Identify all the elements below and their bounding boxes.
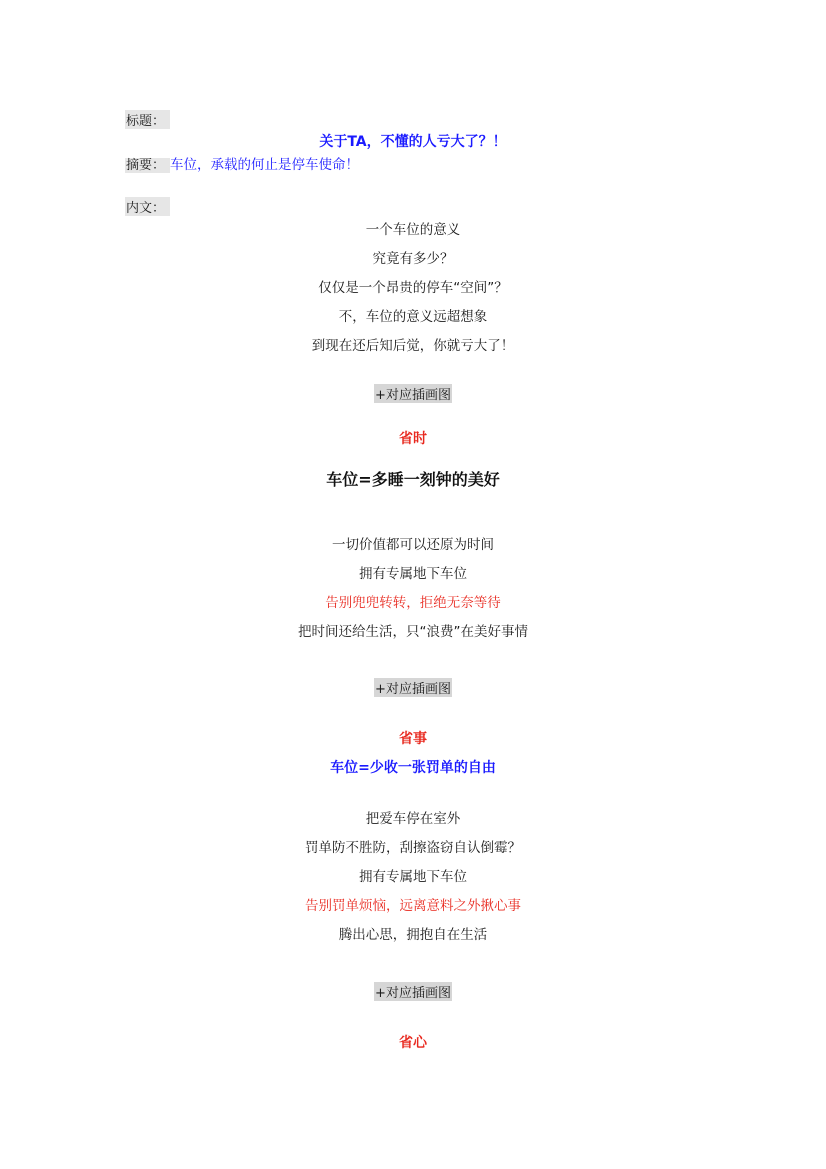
section-line-highlight: 告别兜兜转转，拒绝无奈等待	[325, 595, 501, 611]
section-line: 拥有专属地下车位	[359, 869, 467, 885]
section-heading: 省时	[399, 431, 427, 447]
summary-label: 摘要：	[125, 158, 170, 173]
intro-line: 一个车位的意义	[365, 222, 461, 238]
illustration-placeholder: +对应插画图	[374, 678, 452, 697]
section-line-highlight: 告别罚单烦恼，远离意料之外揪心事	[305, 898, 521, 914]
intro-line: 究竟有多少？	[372, 251, 454, 267]
section-subtitle: 车位=多睡一刻钟的美好	[326, 470, 500, 489]
article-title: 关于TA，不懂的人亏大了？！	[319, 134, 507, 150]
illustration-placeholder: +对应插画图	[374, 982, 452, 1001]
intro-line: 到现在还后知后觉，你就亏大了！	[311, 338, 515, 354]
illustration-placeholder: +对应插画图	[374, 384, 452, 403]
section-line: 把时间还给生活，只“浪费”在美好事情	[298, 624, 528, 640]
illustration-placeholder-row	[0, 982, 826, 1001]
section-line: 腾出心思，拥抱自在生活	[338, 927, 488, 943]
section-line: 把爱车停在室外	[365, 811, 461, 827]
intro-line: 不，车位的意义远超想象	[338, 309, 488, 325]
section-line: 罚单防不胜防，刮擦盗窃自认倒霉？	[305, 840, 521, 856]
section-heading: 省事	[399, 731, 427, 747]
section-heading: 省心	[399, 1035, 427, 1051]
illustration-placeholder-row	[0, 678, 826, 697]
section-line: 一切价值都可以还原为时间	[332, 537, 494, 553]
summary-row	[125, 153, 359, 173]
body-label: 内文：	[125, 197, 170, 216]
section-line: 拥有专属地下车位	[359, 566, 467, 582]
intro-line: 仅仅是一个昂贵的停车“空间”？	[318, 280, 508, 296]
title-label: 标题：	[125, 110, 170, 129]
illustration-placeholder-row	[0, 384, 826, 403]
section-subtitle: 车位=少收一张罚单的自由	[330, 760, 496, 776]
summary-text: 车位，承载的何止是停车使命！	[170, 157, 360, 173]
